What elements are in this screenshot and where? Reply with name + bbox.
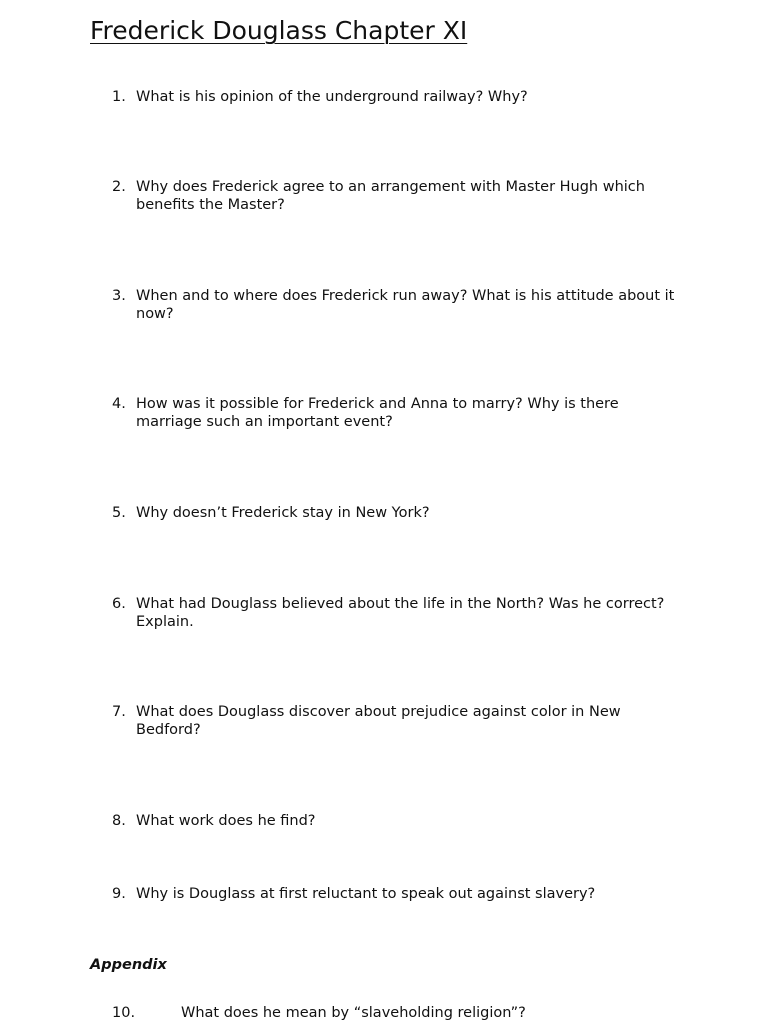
question-text: What had Douglass believed about the life in the North? Was he correct? Explain.	[136, 596, 665, 630]
question-text: Why doesn’t Frederick stay in New York?	[136, 505, 430, 521]
question-number: 1.	[112, 89, 126, 105]
question-number: 8.	[112, 813, 126, 829]
question-number: 5.	[112, 505, 126, 521]
question-number: 3.	[112, 288, 126, 304]
appendix-heading: Appendix	[90, 957, 167, 973]
question-number: 9.	[112, 886, 126, 902]
question-number: 4.	[112, 396, 126, 412]
question-text: What does Douglass discover about prejudice against color in New Bedford?	[136, 704, 621, 738]
question-text: What work does he find?	[136, 813, 316, 829]
question-number: 2.	[112, 179, 126, 195]
question-text: What is his opinion of the underground railway? Why?	[136, 89, 528, 105]
page-title: Frederick Douglass Chapter XI	[90, 16, 468, 45]
question-number: 6.	[112, 596, 126, 612]
question-number: 10.	[112, 1005, 136, 1021]
question-text: How was it possible for Frederick and Anna to marry? Why is there marriage such an important event?	[136, 396, 619, 430]
question-text: When and to where does Frederick run away? What is his attitude about it now?	[136, 288, 675, 322]
question-text: Why is Douglass at first reluctant to speak out against slavery?	[136, 886, 596, 902]
question-number: 7.	[112, 704, 126, 720]
question-text: What does he mean by “slaveholding religion”?	[181, 1005, 526, 1021]
question-text: Why does Frederick agree to an arrangement with Master Hugh which benefits the Master?	[136, 179, 645, 213]
